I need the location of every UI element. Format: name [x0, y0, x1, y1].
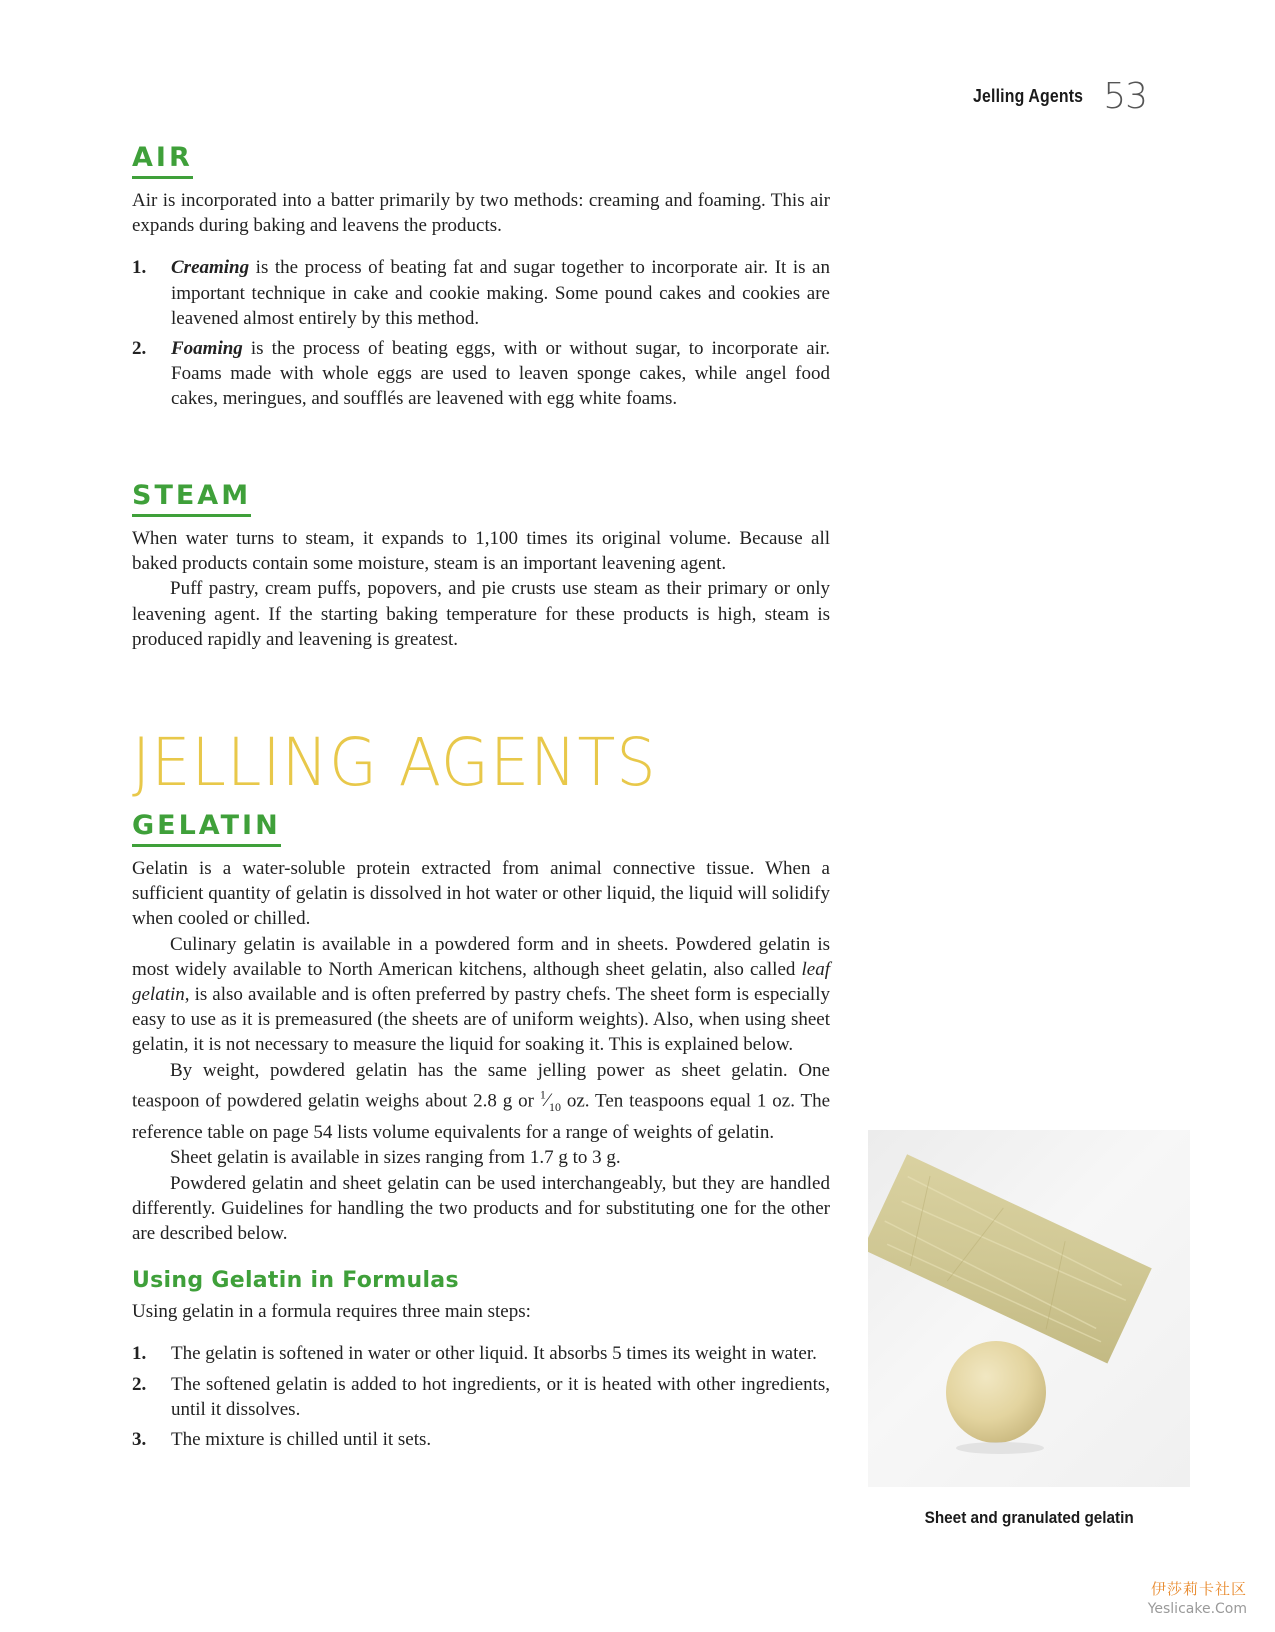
- watermark: [1148, 1578, 1247, 1617]
- section-steam: [132, 480, 830, 652]
- heading-steam: STEAM: [132, 480, 251, 517]
- list-item: [132, 1341, 830, 1366]
- fraction: $^1⁄_{10}$: [539, 1087, 561, 1114]
- list-item: [132, 1427, 830, 1452]
- gelatin-paragraph-5: Powdered gelatin and sheet gelatin can be used interchangeably, but they are handled differently. Guidelines for handling the two products and for substituting one for the other are described below.: [132, 1172, 830, 1244]
- heading-gelatin: GELATIN: [132, 810, 281, 847]
- list-text: The softened gelatin is added to hot ingredients, or it is heated with other ingredients, until it dissolves.: [171, 1373, 830, 1420]
- list-text: is the process of beating fat and sugar together to incorporate air. It is an important technique in cake and cookie making. Some pound cakes and cookies are leavened almost entirely by this method.: [171, 257, 830, 329]
- list-item: [132, 336, 830, 412]
- list-number: 1.: [132, 1343, 147, 1365]
- figure-caption: Sheet and granulated gelatin: [924, 1508, 1134, 1527]
- running-head: [958, 76, 1147, 117]
- gelatin-paragraph-1: Gelatin is a water-soluble protein extracted from animal connective tissue. When a sufficient quantity of gelatin is dissolved in hot water or other liquid, the liquid will solidify when cooled or chilled.: [132, 858, 830, 930]
- section-air: [132, 142, 830, 417]
- watermark-cn: 伊莎莉卡社区: [1150, 1580, 1247, 1598]
- page-number: 53: [1103, 76, 1147, 117]
- heading-air: AIR: [132, 142, 193, 179]
- air-intro: Air is incorporated into a batter primarily by two methods: creaming and foaming. This air expands during baking and leavens the products.: [132, 190, 830, 237]
- gelatin-steps-list: [132, 1341, 830, 1452]
- list-number: 1.: [132, 257, 147, 279]
- term-creaming: Creaming: [171, 257, 250, 279]
- gelatin-paragraph-3: By weight, powdered gelatin has the same jelling power as sheet gelatin. One teaspoon of powdered gelatin weighs about 2.8 g or $^1⁄_{10}$ oz. Ten teaspoons equal 1 oz. The reference table on page 54 lists volume equivalents for a range of weights of gelatin.: [132, 1059, 830, 1144]
- subheading-using-gelatin: Using Gelatin in Formulas: [132, 1268, 459, 1294]
- list-text: The gelatin is softened in water or other liquid. It absorbs 5 times its weight in water.: [171, 1343, 817, 1365]
- gelatin-illustration: [868, 1130, 1190, 1487]
- term-foaming: Foaming: [171, 338, 243, 360]
- watermark-en: Yeslicake.Com: [1147, 1601, 1247, 1617]
- air-methods-list: [132, 255, 830, 411]
- list-text: The mixture is chilled until it sets.: [171, 1428, 432, 1450]
- gelatin-photo: [868, 1130, 1190, 1487]
- steps-intro: Using gelatin in a formula requires three main steps:: [132, 1301, 531, 1323]
- steam-paragraph-2: Puff pastry, cream puffs, popovers, and pie crusts use steam as their primary or only leavening agent. If the starting baking temperature for these products is high, steam is produced rapidly and leavening is greatest.: [132, 578, 830, 650]
- granulated-gelatin-mound: [946, 1341, 1046, 1443]
- list-item: [132, 255, 830, 331]
- list-item: [132, 1372, 830, 1422]
- chapter-title: JELLING AGENTS: [132, 724, 657, 801]
- list-number: 2.: [132, 338, 147, 360]
- list-number: 2.: [132, 1373, 147, 1395]
- gelatin-paragraph-4: Sheet gelatin is available in sizes ranging from 1.7 g to 3 g.: [170, 1147, 621, 1169]
- gelatin-sheet: [868, 1154, 1152, 1363]
- section-jelling-agents: [132, 724, 830, 1457]
- running-title: Jelling Agents: [973, 86, 1084, 106]
- leaf-gelatin-term: leaf gelatin: [132, 958, 830, 1006]
- list-number: 3.: [132, 1428, 147, 1450]
- steam-paragraph-1: When water turns to steam, it expands to 1,100 times its original volume. Because all baked products contain some moisture, steam is an important leavening agent.: [132, 528, 830, 575]
- gelatin-paragraph-2: Culinary gelatin is available in a powdered form and in sheets. Powdered gelatin is most widely available to North American kitchens, although sheet gelatin, also called leaf gelatin, is also available and is often preferred by pastry chefs. The sheet form is especially easy to use as it is premeasured (the sheets are of uniform weights). Also, when using sheet gelatin, it is not necessary to measure the liquid for soaking it. This is explained below.: [132, 933, 830, 1056]
- list-text: is the process of beating eggs, with or without sugar, to incorporate air. Foams made with whole eggs are used to leaven sponge cakes, while angel food cakes, meringues, and soufflés are leavened with egg white foams.: [171, 338, 830, 410]
